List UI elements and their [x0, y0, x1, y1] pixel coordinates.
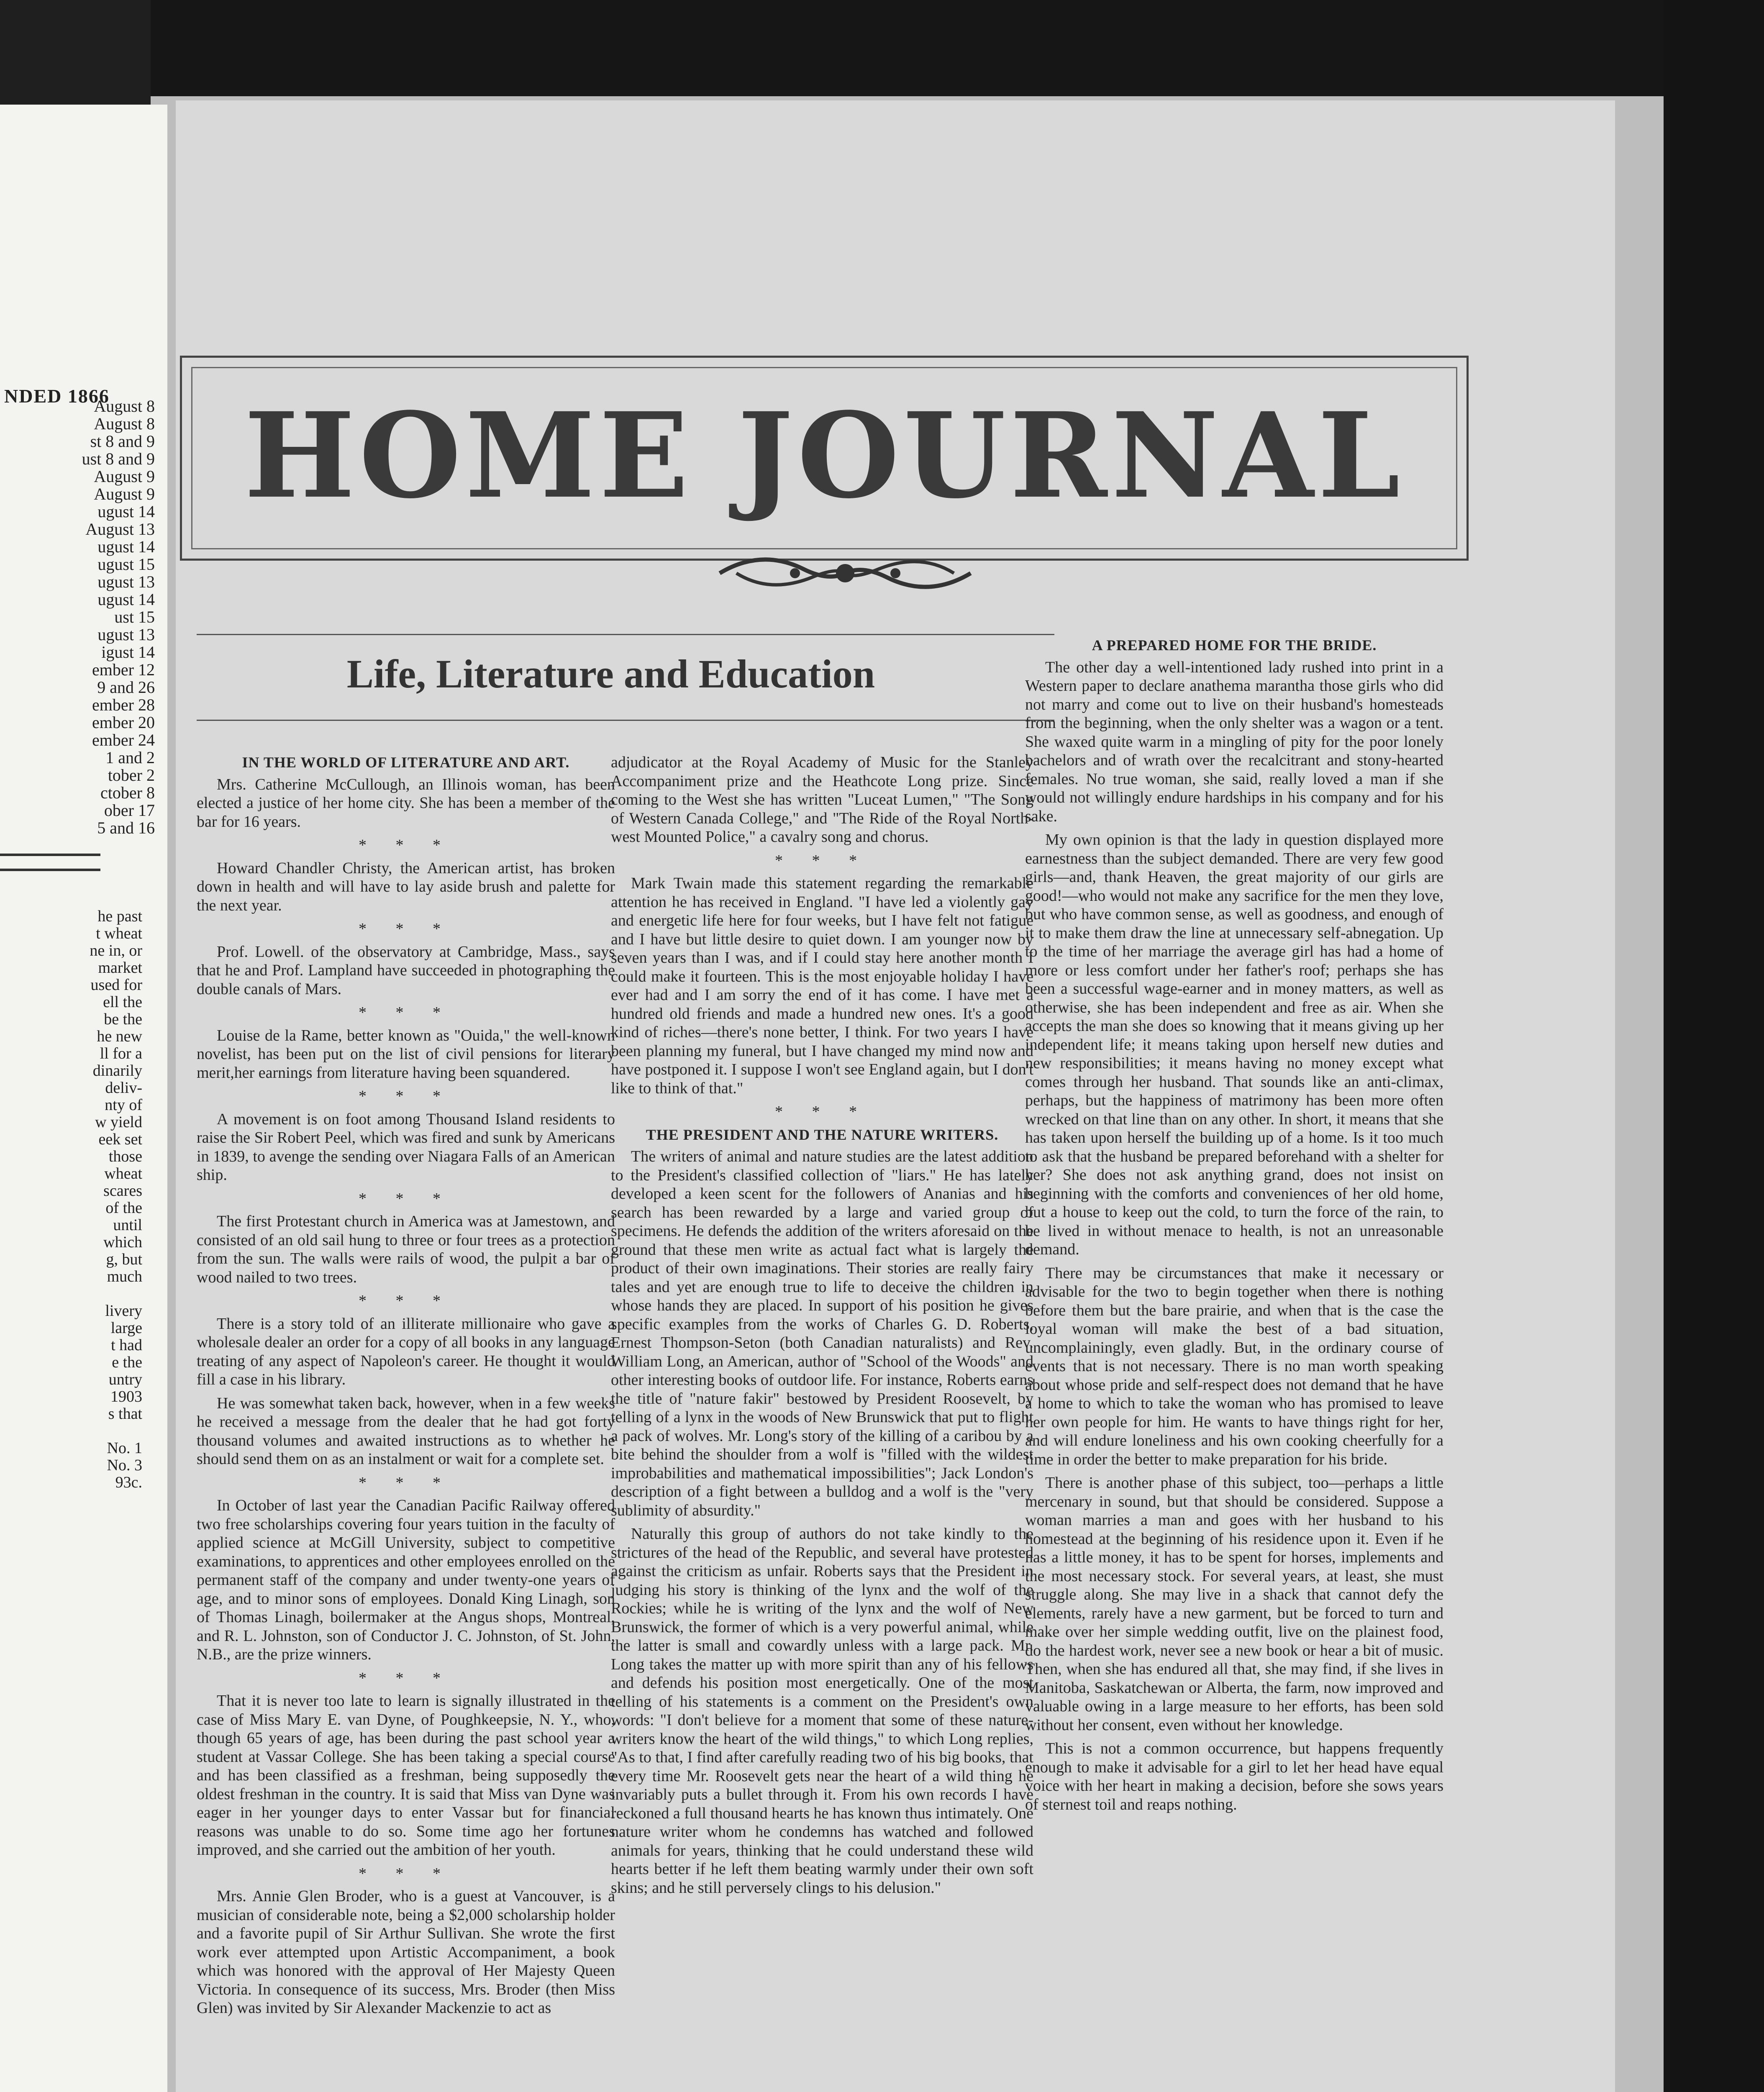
paragraph: That it is never too late to learn is signally illustrated in the case of Miss Mary E. van Dyne, of Poughkeepsie, N. Y., who, though 65 years of age, has been during the past school year a student at Vassar College. She has been taking a special course and has been classified as a freshman, being supposedly the oldest freshman in the country. It is said that Miss van Dyne was eager in her younger days to enter Vassar but for financial reasons was unable to do so. Some time ago her fortunes improved, and she carried out the ambition of her youth.	[197, 1692, 615, 1859]
left-page-text-line: eek set	[98, 1131, 142, 1148]
paragraph: The other day a well-intentioned lady rushed into print in a Western paper to declare anathema marantha those girls who did not marry and come out to live on their husband's homesteads from the beginning, when the only shelter was a wagon or a tent. She waxed quite warm in a mingling of pity for the poor lonely bachelors and of wrath over the recalcitrant and stony-hearted females. No true woman, she said, really loved a man if she would not willingly endure hardships in his company and for his sake.	[1025, 658, 1444, 825]
left-page-text-line: much	[107, 1268, 142, 1285]
scan-border-right	[1664, 0, 1764, 2092]
left-page-text-line: t wheat	[96, 925, 142, 942]
left-page-text-line	[0, 1285, 159, 1302]
left-page-text	[0, 908, 159, 1508]
separator-stars: * * *	[775, 851, 869, 869]
left-page-rule	[0, 854, 100, 871]
left-page-date-line: August 9	[94, 467, 155, 486]
left-page-text-line: large	[110, 1319, 142, 1337]
paragraph: This is not a common occurrence, but happens frequently enough to make it advisable for a girl to let her head have equal voice with her heart in making a decision, before she sows years of sternest toil and reaps nothing.	[1025, 1740, 1444, 1813]
left-page-text-line: s that	[108, 1405, 142, 1423]
paragraph: In October of last year the Canadian Pacific Railway offered two free scholarships covering four years tuition in the faculty of applied science at McGill University, subject to competitive examinations, to apprentices and other employees enrolled on the permanent staff of the company and under twenty-one years of age, and to minor sons of employees. Donald King Linagh, son of Thomas Linagh, boilermaker at the Angus shops, Montreal, and R. L. Johnston, son of Conductor J. C. Johnston, of St. John, N.B., are the prize winners.	[197, 1497, 615, 1663]
left-page-text-line: scares	[103, 1182, 142, 1200]
paragraph: Louise de la Rame, better known as "Ouida," the well-known novelist, has been put on the list of civil pensions for literary merit,her earnings from literature having been squandered.	[197, 1026, 615, 1082]
left-page-text-line: 1903	[110, 1388, 142, 1405]
column-2-heading: THE PRESIDENT AND THE NATURE WRITERS.	[646, 1126, 999, 1143]
separator-stars: * * *	[359, 1004, 453, 1021]
paragraph: Howard Chandler Christy, the American artist, has broken down in health and will have to lay aside brush and palette for the next year.	[197, 859, 615, 914]
section-title: Life, Literature and Education	[346, 651, 875, 696]
left-page-text-line: used for	[90, 976, 142, 994]
paragraph: My own opinion is that the lady in question displayed more earnestness than the subject demanded. There are very few good girls—and, thank Heaven, the great majority of our girls are good!—who would not make any sacrifice for the men they love, but who have common sense, as well as goodness, and enough of it to make them draw the line at unnecessary self-abnegation. Up to the time of her marriage the average girl has had a home of more or less comfort under her father's roof; perhaps she has been a successful wage-earner and in money matters, as well as otherwise, she has been independent and free as air. When she accepts the man she does so knowing that it means giving up her independent life; it means taking upon herself new duties and new responsibilities; it means having no money except what comes through her husband. That sounds like an anti-climax, perhaps, but the happiness of matrimony has been more often wrecked on that line than on any other. In short, it means that she has taken upon herself the building up of a home. Is it too much to ask that the husband be prepared beforehand with a shelter for her? She does not ask anything grand, does not insist on beginning with the comforts and conveniences of her old home, but a house to keep out the cold, to turn the force of the rain, to be lived in without menace to health, is not an unreasonable demand.	[1025, 831, 1444, 1258]
left-page-date-line: igust 14	[101, 643, 155, 661]
separator-stars: * * *	[359, 1864, 453, 1882]
left-page-text-line	[0, 1491, 159, 1508]
paragraph: The writers of animal and nature studies are the latest addition to the President's classified collection of "liars." He has lately developed a keen scent for the followers of Ananias and his search has been rewarded by a large and varied group of specimens. He defends the addition of the writers aforesaid on the ground that these men write as actual fact what is largely the product of their own imaginations. Their stories are really fairy tales and yet are enough true to life to deceive the children in whose hands they are placed. In support of his position he gives specific examples from the works of Charles G. D. Roberts, Ernest Thompson-Seton (both Canadian naturalists) and Rev. William Long, an American, author of "School of the Woods" and other interesting books of outdoor life. For instance, Roberts earns the title of "nature fakir" bestowed by President Roosevelt, by telling of a lynx in the woods of New Brunswick that put to flight a pack of wolves. Mr. Long's story of the killing of a caribou by a bite behind the shoulder from a wolf is "filled with the wildest improbabilities and mathematical impossibilities"; Jack London's description of a fight between a bulldog and a wolf is the "very sublimity of absurdity."	[611, 1148, 1033, 1519]
left-page-date-line: ctober 8	[100, 783, 155, 802]
left-page-date-line: 5 and 16	[97, 818, 155, 837]
left-page-text-line	[0, 1423, 159, 1440]
left-page-date-line: ugust 13	[97, 625, 155, 644]
left-page-text-line: livery	[105, 1302, 142, 1320]
left-page-date-line: ember 12	[92, 660, 155, 679]
ornament-icon	[711, 544, 979, 602]
left-page-date-line: ugust 14	[97, 502, 155, 521]
left-page-date-line: ugust 14	[97, 537, 155, 556]
left-page-date-line: August 9	[94, 485, 155, 503]
left-page-header: NDED 1866	[4, 385, 110, 407]
left-page-text-line: w yield	[95, 1113, 142, 1131]
separator-stars: * * *	[359, 836, 453, 854]
separator-stars: * * *	[359, 1474, 453, 1492]
left-page-text-line: t had	[111, 1336, 142, 1354]
column-1	[197, 753, 615, 2023]
paragraph: The first Protestant church in America was at Jamestown, and consisted of an old sail hung to three or four trees as a protection from the sun. The walls were rails of wood, the pulpit a bar of wood nailed to two trees.	[197, 1213, 615, 1286]
left-page-date-line: 1 and 2	[105, 748, 155, 767]
left-page-text-line: No. 3	[107, 1456, 142, 1474]
paragraph: Prof. Lowell. of the observatory at Cambridge, Mass., says that he and Prof. Lampland have succeeded in photographing the double canals of Mars.	[197, 943, 615, 998]
left-page-date-line: 9 and 26	[97, 678, 155, 697]
left-page-text-line: which	[103, 1233, 142, 1251]
left-page-date-line: ust 8 and 9	[82, 449, 155, 468]
separator-stars: * * *	[359, 1087, 453, 1105]
left-page-text-line: ne in, or	[90, 942, 142, 959]
masthead-title: HOME JOURNAL	[244, 387, 1405, 525]
left-page-text-line: those	[108, 1148, 142, 1165]
paragraph: There is another phase of this subject, too—perhaps a little mercenary in sound, but that should be considered. Suppose a woman marries a man and goes with her husband to his homestead at the beginning of his residence upon it. Even if he has a little money, it has to be spent for horses, implements and the most necessary stock. For several years, at least, she must struggle along. She may live in a shack that cannot defy the elements, rarely have a new garment, but be forced to turn and make over her simple wedding outfit, live on the plainest food, do the hardest work, never see a new book or hear a bit of music. Then, when she has endured all that, she may find, if she lives in Manitoba, Saskatchewan or Alberta, the farm, now improved and valuable owing in a large measure to her efforts, has been sold without her consent, even without her knowledge.	[1025, 1474, 1444, 1734]
paragraph: There may be circumstances that make it necessary or advisable for the two to begin together when there is nothing before them but the bare prairie, and when that is the case the loyal woman will make the best of a bad situation, uncomplainingly, even gladly. But, in the ordinary course of events that is not necessary. There is no man worth speaking about whose pride and self-respect does not demand that he have a home to which to take the woman who has promised to leave her own people for him. He wants to have things right for her, and will endure loneliness and his own cooking cheerfully for a time in order the better to make preparation for his bride.	[1025, 1264, 1444, 1468]
section-rule-top	[197, 634, 1054, 635]
column-2	[611, 753, 1033, 1902]
paragraph: Mrs. Annie Glen Broder, who is a guest at Vancouver, is a musician of considerable note, being a $2,000 scholarship holder and a favorite pupil of Sir Arthur Sullivan. She wrote the first work ever attempted upon Artistic Accompaniment, a book which was honored with the approval of Her Majesty Queen Victoria. In consequence of its success, Mrs. Broder (then Miss Glen) was invited by Sir Alexander Mackenzie to act as	[197, 1887, 615, 2017]
paragraph: Naturally this group of authors do not take kindly to the strictures of the head of the Republic, and several have protested against the criticism as unfair. Roberts says that the President in judging his story is thinking of the lynx and the wolf of the Rockies; while he is writing of the lynx and the wolf of New Brunswick, the former of which is a very powerful animal, while the latter is small and cowardly unless with a large pack. Mr. Long takes the matter up with more spirit than any of his fellows and defends his position most energetically. One of the most telling of his statements is a comment on the President's own words: "I don't believe for a moment that some of these nature-writers know the heart of the wild things," to which Long replies, "As to that, I find after carefully reading two of his big books, that every time Mr. Roosevelt gets near the heart of a wild thing he invariably puts a bullet through it. From his own records I have reckoned a full thousand hearts he has known thus intimately. One nature writer whom he condemns has watched and followed animals for years, thinking that he could understand these wild hearts better if he left them beating warmly under their own soft skins; and he still perversely clings to his delusion."	[611, 1525, 1033, 1897]
paragraph: He was somewhat taken back, however, when in a few weeks he received a message from the dealer that he had got forty thousand volumes and awaited instructions as to whether he should send them on as an instalment or wait for a complete set.	[197, 1394, 615, 1468]
left-page-date-line: ember 20	[92, 713, 155, 732]
left-page-date-list	[0, 397, 167, 837]
left-page-date-line: ugust 13	[97, 572, 155, 591]
separator-stars: * * *	[359, 1190, 453, 1208]
left-page-date-line: August 8	[94, 414, 155, 433]
left-page-date-line: ugust 15	[97, 555, 155, 574]
paragraph: Mark Twain made this statement regarding the remarkable attention he has received in England. "I have led a violently gay and energetic life here for four weeks, but I have felt not fatigue and I have but little desire to quiet down. I am younger now by seven years than I was, and if I could stay here another month I could make it fourteen. This is the most enjoyable holiday I have ever had and I am sorry the end of it has come. I have met a hundred old friends and made a hundred new ones. It's a good kind of riches—there's none better, I think. For two years I have been planning my funeral, but I have changed my mind now and have postponed it. I suppose I won't see England again, but I don't like to think of that."	[611, 874, 1033, 1097]
left-page-date-line: ust 15	[114, 608, 155, 626]
left-page-fragment	[0, 105, 167, 2092]
left-page-text-line: g, but	[106, 1251, 142, 1268]
column-1-heading: IN THE WORLD OF LITERATURE AND ART.	[242, 754, 570, 771]
left-page-text-line: ell the	[103, 993, 142, 1011]
left-page-text-line: deliv-	[105, 1079, 142, 1097]
left-page-text-line: e the	[112, 1354, 142, 1371]
separator-stars: * * *	[359, 1669, 453, 1687]
left-page-text-line: until	[113, 1216, 142, 1234]
separator-stars: * * *	[775, 1103, 869, 1120]
paragraph: A movement is on foot among Thousand Island residents to raise the Sir Robert Peel, which was fired and sunk by Americans in 1839, to avenge the sending over Niagara Falls of an American ship.	[197, 1110, 615, 1184]
column-3-heading: A PREPARED HOME FOR THE BRIDE.	[1092, 637, 1377, 654]
left-page-text-line: untry	[108, 1371, 142, 1388]
section-rule-bottom	[197, 720, 1054, 721]
scan-border-top	[0, 0, 1764, 96]
masthead	[180, 356, 1469, 561]
paragraph: adjudicator at the Royal Academy of Music for the Stanley Accompaniment prize and the Heathcote Long prize. Since coming to the West she has written "Luceat Lumen," "The Song of Western Canada College," and "The Ride of the Royal North-west Mounted Police," a cavalry song and chorus.	[611, 754, 1033, 846]
left-page-text-line: wheat	[104, 1165, 142, 1182]
left-page-text-line: nty of	[105, 1096, 142, 1114]
left-page-text-line: 93c.	[115, 1474, 142, 1491]
left-page-text-line: ll for a	[100, 1045, 142, 1062]
left-page-date-line: August 13	[85, 520, 155, 538]
paragraph: Mrs. Catherine McCullough, an Illinois woman, has been elected a justice of her home city. She has been a member of the bar for 16 years.	[197, 775, 615, 831]
left-page-date-line: tober 2	[108, 766, 155, 784]
separator-stars: * * *	[359, 1292, 453, 1310]
left-page-text-line: he past	[97, 908, 142, 925]
left-page-text-line: market	[98, 959, 142, 977]
left-page-text-line: he new	[97, 1028, 142, 1045]
left-page-date-line: st 8 and 9	[90, 432, 155, 451]
left-page-date-line: ober 17	[104, 801, 155, 820]
left-page-date-line: ember 24	[92, 731, 155, 749]
column-3	[1025, 636, 1444, 1819]
separator-stars: * * *	[359, 920, 453, 938]
left-page-date-line: ugust 14	[97, 590, 155, 609]
left-page-date-line: ember 28	[92, 695, 155, 714]
left-page-text-line: No. 1	[107, 1439, 142, 1457]
left-page-text-line: dinarily	[92, 1062, 142, 1079]
left-page-text-line: be the	[104, 1010, 142, 1028]
left-page-text-line: of the	[105, 1199, 142, 1217]
left-page-date-line: August 8	[94, 397, 155, 415]
paragraph: There is a story told of an illiterate millionaire who gave a wholesale dealer an order for a copy of all books in any language treating of any aspect of Napoleon's career. He thought it would fill a case in his library.	[197, 1315, 615, 1388]
